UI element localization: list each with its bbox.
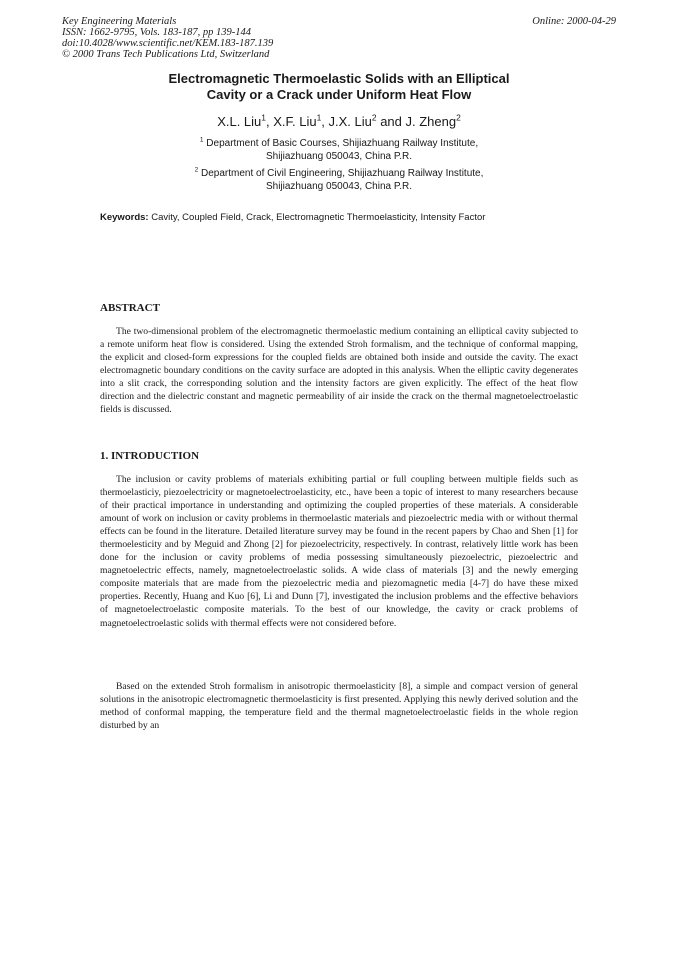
- title-line-1: Electromagnetic Thermoelastic Solids with an Elliptical: [168, 71, 510, 86]
- affiliation-1: $^1$ Department of Basic Courses, Shijiazhuang Railway Institute, Shijiazhuang 050043, China P.R.: [199, 136, 479, 162]
- keywords-list: Cavity, Coupled Field, Crack, Electromagnetic Thermoelasticity, Intensity Factor: [151, 212, 486, 223]
- affiliation-mark: 2: [456, 112, 461, 123]
- copyright-line: © 2000 Trans Tech Publications Ltd, Switzerland: [62, 49, 270, 60]
- keywords-label: Keywords:: [100, 212, 149, 223]
- author: X.F. Liu$^1$,: [273, 112, 329, 129]
- online-date: Online: 2000-04-29: [532, 16, 616, 27]
- affiliation-mark: 1: [261, 112, 266, 123]
- author: J. Zheng$^2$: [405, 112, 461, 129]
- introduction-heading: 1. INTRODUCTION: [100, 450, 200, 462]
- author: X.L. Liu$^1$,: [217, 112, 274, 129]
- journal-metadata: [62, 16, 273, 60]
- introduction-paragraph-2: Based on the extended Stroh formalism in anisotropic thermoelasticity [8], a simple and compact version of general solutions in the anisotropic electromagnetic thermoelasticity is first presented. Applying this newly derived solution and the method of conformal mapping, the temperature field and the thermal magnetoelectroelastic fields in the whole region disturbed by an: [100, 681, 578, 732]
- keywords: [100, 212, 590, 223]
- doi-line: doi:10.4028/www.scientific.net/KEM.183-187.139: [62, 38, 274, 49]
- affiliation-mark: 1: [316, 112, 322, 123]
- affiliation-2: $^2$ Department of Civil Engineering, Shijiazhuang Railway Institute, Shijiazhuang 050043, China P.R.: [194, 166, 484, 192]
- author-list: [100, 114, 578, 129]
- abstract-text: The two-dimensional problem of the electromagnetic thermoelastic medium containing an elliptical cavity subjected to a remote uniform heat flow is considered. Using the extended Stroh formalism, and the technique of conformal mapping, the explicit and closed-form expressions for the coupled fields are obtained both inside and outside the cavity. The exact electromagnetic boundary conditions on the cavity surface are adopted in this analysis. When the elliptic cavity degenerates into a slit crack, the corresponding solution and the intensity factors are given explicitly. The effect of the heat flow direction and the dielectric constant and magnetic permeability of air inside the crack on the thermal magnetoelectroelastic fields is discussed.: [100, 326, 578, 416]
- paper-title: [100, 71, 578, 103]
- title-line-2: Cavity or a Crack under Uniform Heat Flow: [206, 87, 472, 102]
- affiliation-mark: 2: [371, 112, 377, 123]
- introduction-paragraph-1: The inclusion or cavity problems of materials exhibiting partial or full coupling between multiple fields such as thermoelasticiy, piezoelectricity or magnetoelectroelasticity, etc., have been a topic of interest to many researchers because of their practical importance in understanding and optimizing the coupled properties of these materials. A considerable amount of work on inclusion or cavity problems in thermoelastic materials and piezoelectric media with or without thermal effects can be found in the literature. Detailed literature survey may be found in the recent papers by Chao and Shen [1] for thermoelesticity and by Meguid and Zhong [2] for piezoelectricity, respectively. In contrast, relatively little work has been done for the inclusion or cavity problems of media possessing simultaneously piezoelectric, piezoelectric and magnetoelectric effects, namely, magnetoelectroelastic solids. A wide class of materials [3] and the newly emerging composite materials that are made from the piezoelectric media and piezomagnetic media [4-7] do have these mixed properties. Recently, Huang and Kuo [6], Li and Dunn [7], investigated the inclusion problems and the effective behaviors of magnetoelectroelastic composite materials. To the best of our knowledge, the cavity or crack problems of magnetoelectroelastic solids with thermal effects were not considered before.: [100, 474, 578, 629]
- affiliation-mark: 1: [199, 136, 204, 144]
- journal-name: Key Engineering Materials: [62, 16, 177, 27]
- abstract-heading: ABSTRACT: [100, 302, 160, 314]
- author: J.X. Liu$^2$ and: [328, 112, 406, 129]
- affiliation-mark: 2: [194, 166, 199, 174]
- issn-line: ISSN: 1662-9795, Vols. 183-187, pp 139-144: [62, 27, 251, 38]
